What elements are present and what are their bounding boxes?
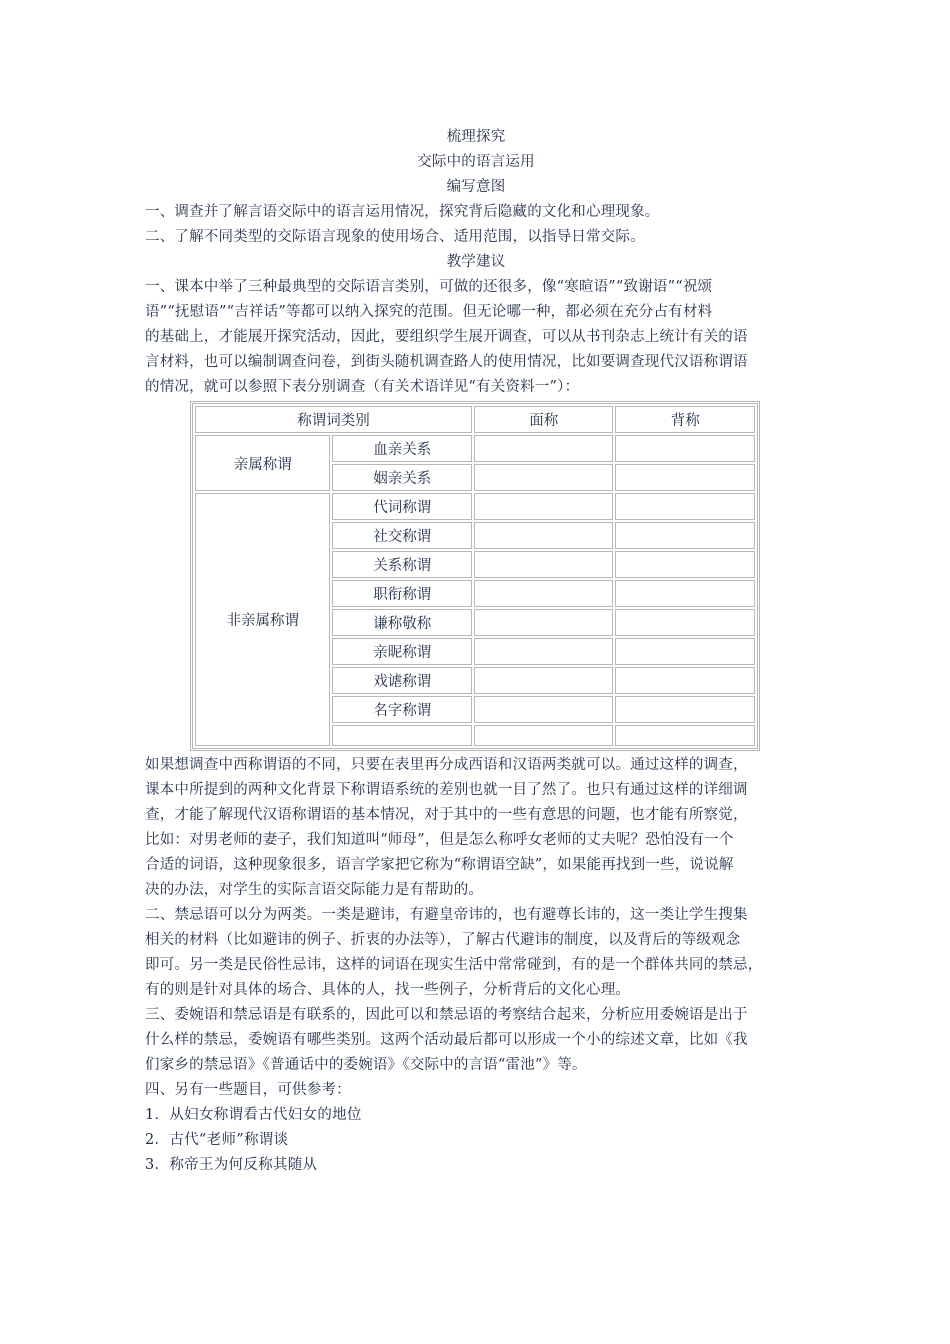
empty-cell <box>474 667 614 694</box>
empty-cell <box>474 580 614 607</box>
empty-cell <box>615 638 755 665</box>
text-line: 查，才能了解现代汉语称谓语的基本情况，对于其中的一些有意思的问题，也才能有所察觉， <box>145 807 748 823</box>
subcategory-cell: 谦称敬称 <box>332 609 472 636</box>
text-line: 什么样的禁忌，委婉语有哪些类别。这两个活动最后都可以形成一个小的综述文章，比如《我 <box>145 1032 748 1048</box>
section-heading-suggest: 教学建议 <box>446 254 506 270</box>
doc-title: 梳理探究 <box>446 129 506 145</box>
empty-cell <box>615 522 755 549</box>
text-line: 的情况，就可以参照下表分别调查（有关术语详见“有关资料一”）： <box>145 379 580 395</box>
empty-cell <box>615 493 755 520</box>
list-item: 3．称帝王为何反称其随从 <box>145 1157 318 1173</box>
text-line: 二、禁忌语可以分为两类。一类是避讳，有避皇帝讳的，也有避尊长讳的，这一类让学生搜集 <box>145 907 748 923</box>
group-label-kinship: 亲属称谓 <box>195 435 330 491</box>
address-terms-table <box>190 401 760 751</box>
empty-cell <box>615 551 755 578</box>
subcategory-cell: 血亲关系 <box>332 435 472 462</box>
text-line: 言材料，也可以编制调查问卷，到街头随机调查路人的使用情况，比如要调查现代汉语称谓语 <box>145 354 748 370</box>
empty-cell <box>474 493 614 520</box>
group-label-non-kinship: 非亲属称谓 <box>195 493 330 746</box>
topic-list <box>145 1103 807 1178</box>
subcategory-cell: 代词称谓 <box>332 493 472 520</box>
text-line: 语”“抚慰语”“吉祥话”等都可以纳入探究的范围。但无论哪一种，都必须在充分占有材料 <box>145 304 713 320</box>
subcategory-cell: 名字称谓 <box>332 696 472 723</box>
empty-cell <box>474 638 614 665</box>
subcategory-cell: 亲昵称谓 <box>332 638 472 665</box>
empty-cell <box>474 551 614 578</box>
empty-cell <box>474 609 614 636</box>
empty-cell <box>615 725 755 746</box>
text-line: 如果想调查中西称谓语的不同，只要在表里再分成西语和汉语两类就可以。通过这样的调查， <box>145 757 748 773</box>
subcategory-cell: 社交称谓 <box>332 522 472 549</box>
empty-cell <box>615 464 755 491</box>
text-line: 们家乡的禁忌语》《普通话中的委婉语》《交际中的言语“雷池”》等。 <box>145 1057 587 1073</box>
empty-cell <box>615 667 755 694</box>
subcategory-cell <box>332 725 472 746</box>
empty-cell <box>615 580 755 607</box>
empty-cell <box>474 464 614 491</box>
paragraph-4 <box>145 1003 807 1078</box>
paragraph-5-intro: 四、另有一些题目，可供参考： <box>145 1082 351 1098</box>
empty-cell <box>474 696 614 723</box>
empty-cell <box>474 522 614 549</box>
list-item: 1．从妇女称谓看古代妇女的地位 <box>145 1107 362 1123</box>
paragraph-2 <box>145 753 807 903</box>
subcategory-cell: 关系称谓 <box>332 551 472 578</box>
text-line: 即可。另一类是民俗性忌讳，这样的词语在现实生活中常常碰到，有的是一个群体共同的禁忌， <box>145 957 763 973</box>
list-item: 2．古代“老师”称谓谈 <box>145 1132 289 1148</box>
address-terms-table-wrap <box>190 401 760 751</box>
table-header-category: 称谓词类别 <box>195 406 472 433</box>
table-header-back: 背称 <box>615 406 755 433</box>
text-line: 课本中所提到的两种文化背景下称谓语系统的差别也就一目了然了。也只有通过这样的详细调 <box>145 782 748 798</box>
empty-cell <box>615 609 755 636</box>
document-page <box>145 125 807 1178</box>
table-row <box>195 493 755 520</box>
paragraph-1 <box>145 275 807 400</box>
empty-cell <box>474 725 614 746</box>
table-row <box>195 435 755 462</box>
text-line: 相关的材料（比如避讳的例子、折衷的办法等），了解古代避讳的制度，以及背后的等级观念 <box>145 932 741 948</box>
intent-item: 一、调查并了解言语交际中的语言运用情况，探究背后隐藏的文化和心理现象。 <box>145 204 660 220</box>
text-line: 一、课本中举了三种最典型的交际语言类别，可做的还很多，像“寒暄语”“致谢语”“祝颂 <box>145 279 713 295</box>
empty-cell <box>615 435 755 462</box>
subcategory-cell: 职衔称谓 <box>332 580 472 607</box>
text-line: 合适的词语，这种现象很多，语言学家把它称为“称谓语空缺”，如果能再找到一些，说说解 <box>145 857 734 873</box>
text-line: 决的办法，对学生的实际言语交际能力是有帮助的。 <box>145 882 484 898</box>
doc-subtitle: 交际中的语言运用 <box>417 154 535 170</box>
intent-item: 二、了解不同类型的交际语言现象的使用场合、适用范围，以指导日常交际。 <box>145 229 645 245</box>
empty-cell <box>474 435 614 462</box>
text-line: 比如：对男老师的妻子，我们知道叫“师母”，但是怎么称呼女老师的丈夫呢？恐怕没有一个 <box>145 832 734 848</box>
paragraph-3 <box>145 903 807 1003</box>
text-line: 有的则是针对具体的场合、具体的人，找一些例子，分析背后的文化心理。 <box>145 982 631 998</box>
subcategory-cell: 戏谑称谓 <box>332 667 472 694</box>
table-header-face: 面称 <box>474 406 614 433</box>
table-header-row <box>195 406 755 433</box>
empty-cell <box>615 696 755 723</box>
section-heading-intent: 编写意图 <box>446 179 506 195</box>
text-line: 的基础上，才能展开探究活动，因此，要组织学生展开调查，可以从书刊杂志上统计有关的语 <box>145 329 748 345</box>
subcategory-cell: 姻亲关系 <box>332 464 472 491</box>
text-line: 三、委婉语和禁忌语是有联系的，因此可以和禁忌语的考察结合起来，分析应用委婉语是出于 <box>145 1007 748 1023</box>
